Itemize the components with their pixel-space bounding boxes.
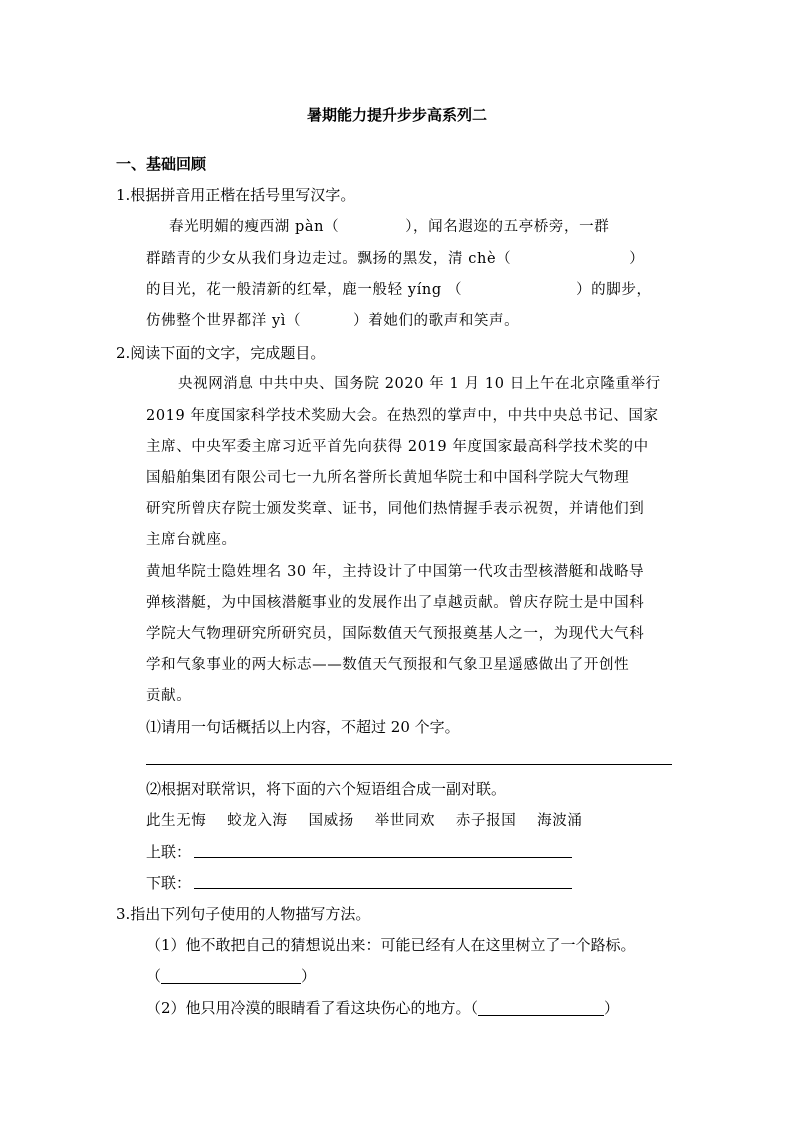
lower-couplet-line[interactable] [194,888,572,889]
q3-answer-1: （ ） [146,967,317,985]
passage-line: 学和气象事业的两大标志——数值天气预报和气象卫星遥感做出了开创性 [146,657,630,673]
phrase: 国威扬 [308,813,354,829]
method-answer-2-line[interactable] [478,999,604,1016]
passage-line: 贡献。 [146,688,192,704]
upper-couplet-line[interactable] [194,857,572,858]
q3-sentence-2: （2）他只用冷漠的眼睛看了看这块伤心的地方。（ ） [146,999,620,1017]
method-answer-1-line[interactable] [161,967,301,984]
phrase: 海波涌 [537,813,583,829]
q2-sub1-prompt: ⑴请用一句话概括以上内容，不超过 20 个字。 [146,718,460,736]
passage-line: 2019 年度国家科学技术奖励大会。在热烈的掌声中，中共中央总书记、国家 [146,408,659,424]
passage-line: 黄旭华院士隐姓埋名 30 年，主持设计了中国第一代攻击型核潜艇和战略导 [146,564,645,580]
passage-line: 国船舶集团有限公司七一九所名誉所长黄旭华院士和中国科学院大气物理 [146,470,630,486]
q3-sentence-1: （1）他不敢把自己的猜想说出来：可能已经有人在这里树立了一个路标。 [146,936,636,954]
summary-answer-line[interactable] [146,764,672,765]
passage-line: 主席、中央军委主席习近平首先向获得 2019 年度国家最高科学技术奖的中 [146,439,649,455]
q3-prompt: 3.指出下列句子使用的人物描写方法。 [116,905,371,923]
phrase: 举世同欢 [374,813,436,829]
passage-line: 央视网消息 中共中央、国务院 2020 年 1 月 10 日上午在北京隆重举行 [178,376,661,392]
q2-sub2-prompt: ⑵根据对联常识，将下面的六个短语组合成一副对联。 [146,780,507,798]
lower-couplet-label: 下联： [146,874,192,892]
q1-line-4: 仿佛整个世界都洋 yì（ ）着她们的歌声和笑声。 [146,313,520,329]
phrase: 赤子报国 [455,813,517,829]
section-heading: 一、基础回顾 [116,155,207,173]
page-title: 暑期能力提升步步高系列二 [306,106,487,124]
q2-prompt: 2.阅读下面的文字，完成题目。 [116,344,326,362]
upper-couplet-label: 上联： [146,843,192,861]
passage-line: 弹核潜艇，为中国核潜艇事业的发展作出了卓越贡献。曾庆存院士是中国科 [146,595,645,611]
q1-prompt: 1.根据拼音用正楷在括号里写汉字。 [116,186,356,204]
passage-line: 主席台就座。 [146,532,237,548]
phrase: 此生无悔 [146,813,207,829]
q1-line-1: 春光明媚的瘦西湖 pàn（ ），闻名遐迩的五亭桥旁，一群 [169,219,610,235]
q1-line-2: 群踏青的少女从我们身边走过。飘扬的黑发，清 chè（ ） [146,251,645,267]
phrase-list [146,810,582,832]
phrase: 蛟龙入海 [227,813,288,829]
passage-line: 学院大气物理研究所研究员，国际数值天气预报奠基人之一，为现代大气科 [146,626,645,642]
q1-line-3: 的目光，花一般清新的红晕，鹿一般轻 yíng （ ）的脚步， [146,282,652,298]
passage-line: 研究所曾庆存院士颁发奖章、证书，同他们热情握手表示祝贺，并请他们到 [146,501,645,517]
